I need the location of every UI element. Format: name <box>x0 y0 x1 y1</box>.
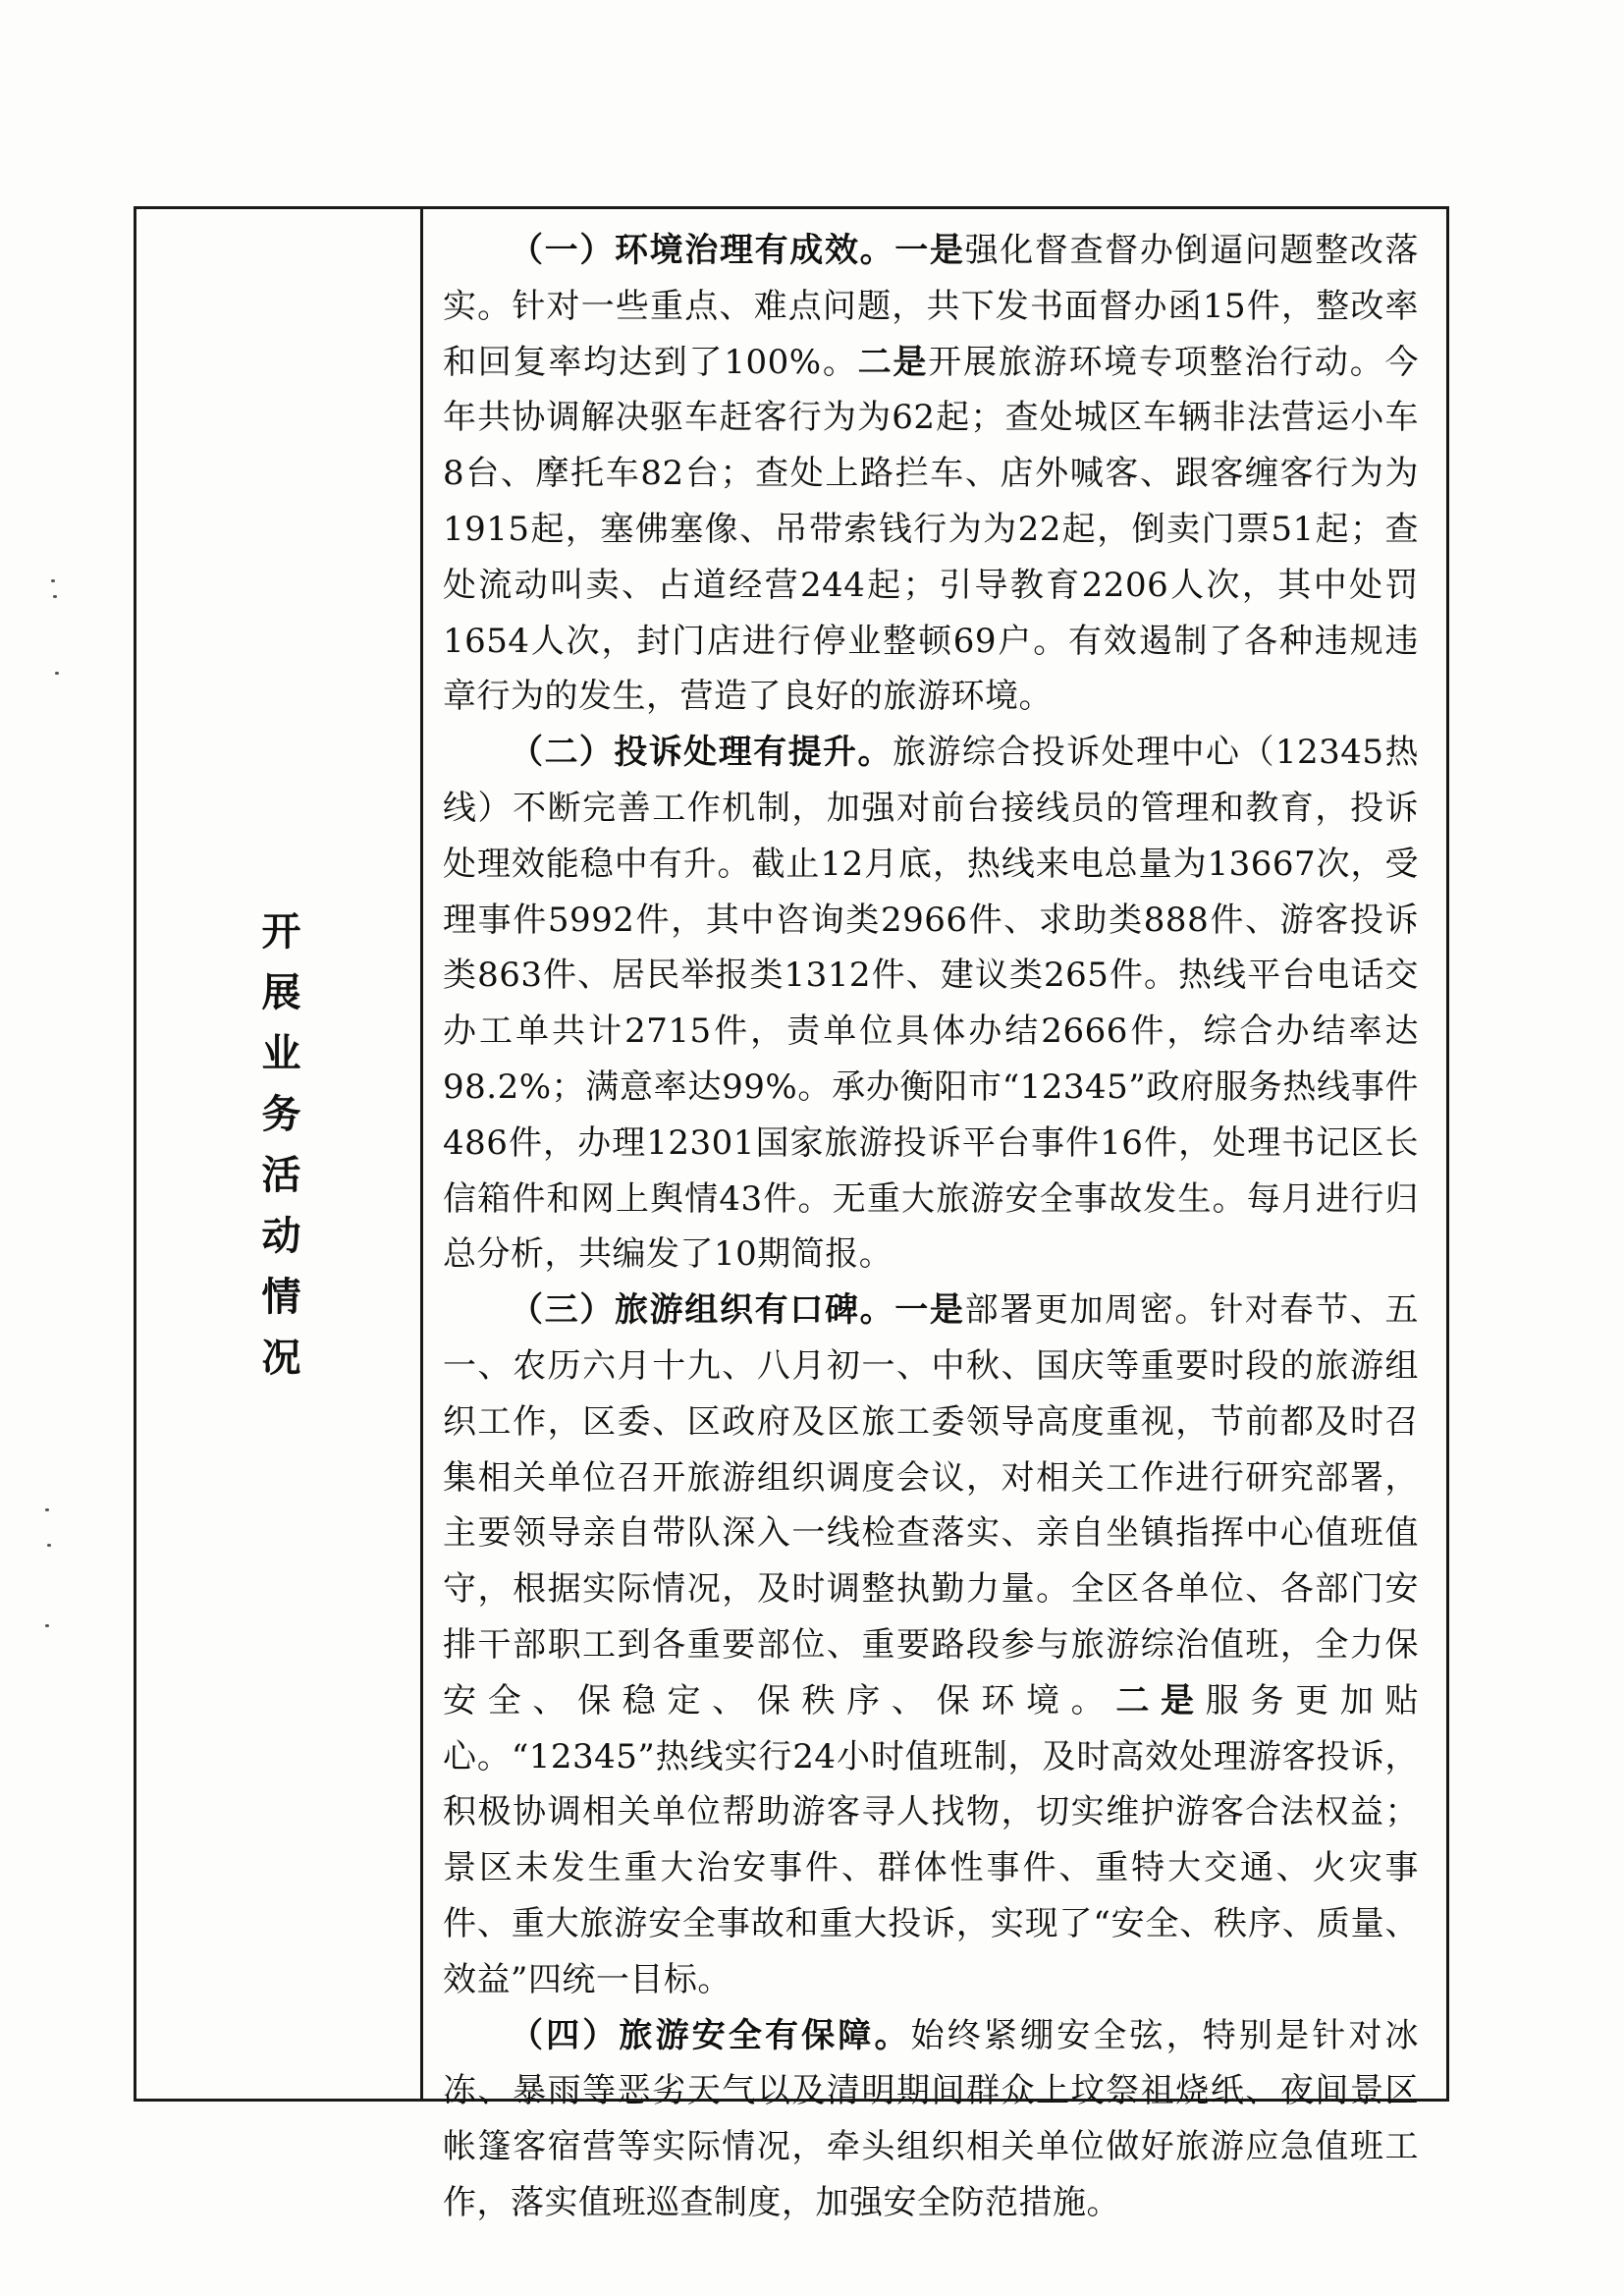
paragraph-complaints <box>443 725 1419 1283</box>
scan-mark <box>53 595 57 598</box>
paragraph-text: 开展旅游环境专项整治行动。今年共协调解决驱车赶客行为为62起；查处城区车辆非法营运小车8台、摩托车82台；查处上路拦车、店外喊客、跟客缠客行为为1915起，塞佛塞像、吊带索钱行为为22起，倒卖门票51起；查处流动叫卖、占道经营244起；引导教育2206人次，其中处罚1654人次，封门店进行停业整顿69户。有效遏制了各种违规违章行为的发生，营造了良好的旅游环境。 <box>443 342 1420 717</box>
point-marker: 一是 <box>894 1290 965 1331</box>
scan-mark <box>47 1544 51 1547</box>
paragraph-heading: （三）旅游组织有口碑。 <box>510 1290 895 1331</box>
point-marker: 二是 <box>857 342 929 382</box>
form-table <box>134 206 1449 2222</box>
paragraph-heading: （四）旅游安全有保障。 <box>510 2015 911 2055</box>
point-marker: 一是 <box>894 231 965 270</box>
paragraph-safety <box>443 2008 1419 2231</box>
scan-mark <box>55 672 59 675</box>
point-marker: 二是 <box>1115 1680 1206 1721</box>
paragraph-text: 部署更加周密。针对春节、五一、农历六月十九、八月初一、中秋、国庆等重要时段的旅游组织工作，区委、区政府及区旅工委领导高度重视，节前都及时召集相关单位召开旅游组织调度会议，对相关工作进行研究部署，主要领导亲自带队深入一线检查落实、亲自坐镇指挥中心值班值守，根据实际情况，及时调整执勤力量。全区各单位、各部门安排干部职工到各重要部位、重要路段参与旅游综治值班，全力保安全、保稳定、保秩序、保环境。 <box>443 1290 1420 1721</box>
paragraph-organization <box>443 1283 1419 2007</box>
scan-mark <box>45 1624 49 1627</box>
paragraph-heading: （二）投诉处理有提升。 <box>510 733 893 773</box>
scan-mark <box>45 1508 49 1511</box>
scan-mark <box>51 579 55 582</box>
paragraph-text: 强化督查督办倒逼问题整改落实。针对一些重点、难点问题，共下发书面督办函15件，整改率和回复率均达到了100%。 <box>443 231 1420 382</box>
label-cell <box>136 209 423 2099</box>
paragraph-environment <box>443 223 1419 725</box>
section-label: 开展业务活动情况 <box>255 910 301 1397</box>
paragraph-heading: （一）环境治理有成效。 <box>510 231 895 270</box>
paragraph-text: 服务更加贴心。“12345”热线实行24小时值班制，及时高效处理游客投诉，积极协调相关单位帮助游客寻人找物，切实维护游客合法权益；景区未发生重大治安事件、群体性事件、重特大交通、火灾事件、重大旅游安全事故和重大投诉，实现了“安全、秩序、质量、效益”四统一目标。 <box>443 1680 1420 1999</box>
content-cell <box>423 209 1446 2222</box>
paragraph-text: 始终紧绷安全弦，特别是针对冰冻、暴雨等恶劣天气以及清明期间群众上坟祭祖烧纸、夜间景区帐篷客宿营等实际情况，牵头组织相关单位做好旅游应急值班工作，落实值班巡查制度，加强安全防范措施。 <box>443 2015 1420 2222</box>
paragraph-text: 旅游综合投诉处理中心（12345热线）不断完善工作机制，加强对前台接线员的管理和教育，投诉处理效能稳中有升。截止12月底，热线来电总量为13667次，受理事件5992件，其中咨询类2966件、求助类888件、游客投诉类863件、居民举报类1312件、建议类265件。热线平台电话交办工单共计2715件，责单位具体办结2666件，综合办结率达98.2%；满意率达99%。承办衡阳市“12345”政府服务热线事件486件，办理12301国家旅游投诉平台事件16件，处理书记区长信箱件和网上舆情43件。无重大旅游安全事故发生。每月进行归总分析，共编发了10期简报。 <box>443 733 1420 1275</box>
